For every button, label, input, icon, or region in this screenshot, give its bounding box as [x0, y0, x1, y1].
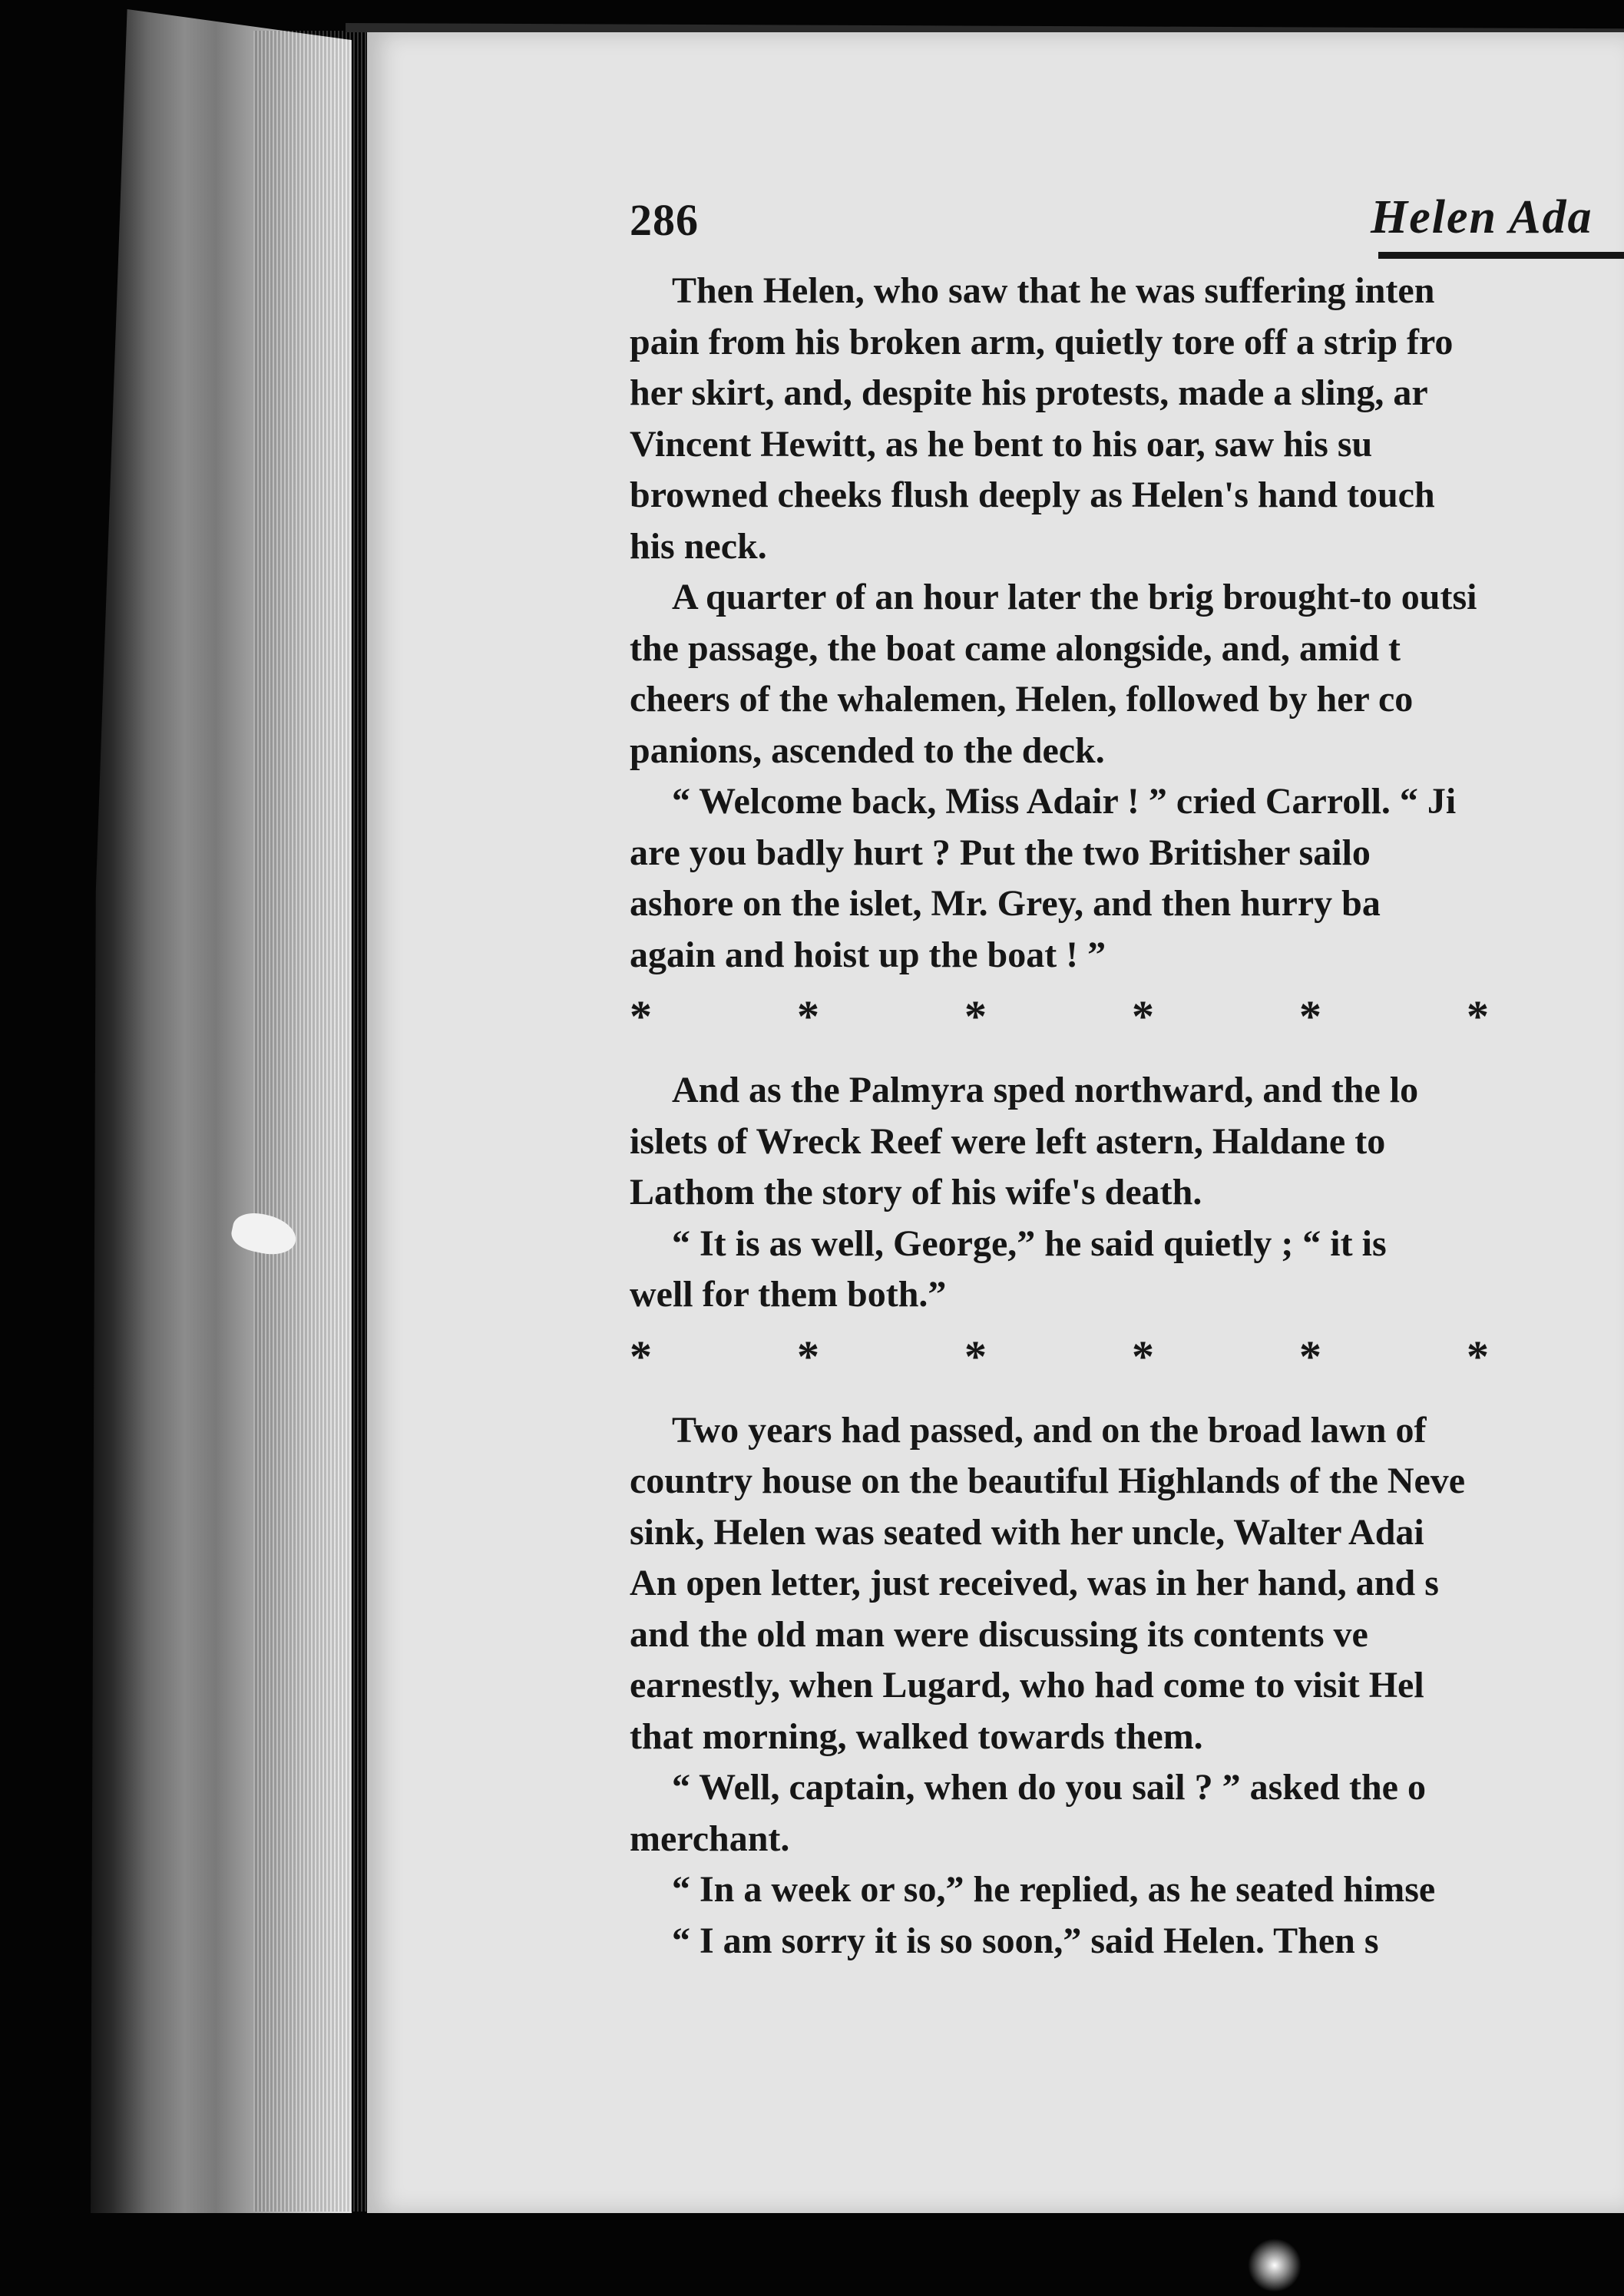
text-line: her skirt, and, despite his protests, made a sling, ar: [630, 372, 1428, 413]
text-line: Two years had passed, and on the broad lawn of: [672, 1409, 1427, 1451]
text-line: Lathom the story of his wife's death.: [630, 1172, 1202, 1213]
section-separator: [630, 981, 1624, 1065]
asterisk: *: [797, 991, 819, 1041]
text-line: “ It is as well, George,” he said quietly ; “ it is: [672, 1222, 1387, 1264]
page-number: 286: [630, 195, 699, 245]
asterisk: *: [1132, 1331, 1154, 1381]
text-line: And as the Palmyra sped northward, and the lo: [672, 1070, 1419, 1110]
text-line: his neck.: [630, 525, 767, 567]
text-line: country house on the beautiful Highlands of the Neve: [630, 1461, 1466, 1501]
asterisk: *: [964, 991, 987, 1041]
text-line: pain from his broken arm, quietly tore off a strip fro: [630, 321, 1454, 362]
text-line: merchant.: [630, 1818, 790, 1859]
page-edge-lines: [253, 31, 376, 2212]
text-line: earnestly, when Lugard, who had come to visit Hel: [630, 1665, 1424, 1705]
section-separator: [630, 1321, 1624, 1405]
text-line: well for them both.”: [630, 1274, 947, 1315]
asterisk: *: [630, 991, 652, 1041]
page-header: [630, 184, 1624, 261]
asterisk: *: [1132, 991, 1154, 1041]
page-text: [630, 184, 1624, 1967]
text-line: An open letter, just received, was in her hand, and s: [630, 1563, 1439, 1603]
asterisk: *: [1467, 1331, 1489, 1381]
text-line: islets of Wreck Reef were left astern, Haldane to: [630, 1120, 1386, 1162]
asterisk: *: [1467, 991, 1489, 1041]
text-line: Vincent Hewitt, as he bent to his oar, saw his su: [630, 423, 1373, 465]
text-line: ashore on the islet, Mr. Grey, and then hurry ba: [630, 883, 1381, 924]
text-line: “ Well, captain, when do you sail ? ” asked the o: [672, 1767, 1426, 1808]
text-line: the passage, the boat came alongside, and, amid t: [630, 627, 1401, 669]
text-line: sink, Helen was seated with her uncle, Walter Adai: [630, 1511, 1424, 1553]
text-line: again and hoist up the boat ! ”: [630, 934, 1106, 975]
text-line: Then Helen, who saw that he was suffering inten: [672, 270, 1435, 311]
text-line: “ I am sorry it is so soon,” said Helen. Then s: [672, 1920, 1379, 1961]
section-2: [630, 1065, 1624, 1321]
section-3: [630, 1405, 1624, 1967]
running-title: Helen Ada: [1371, 191, 1593, 243]
header-rule: [1378, 252, 1624, 259]
light-glare: [1248, 2238, 1302, 2292]
asterisk: *: [1299, 1331, 1321, 1381]
text-line: “ In a week or so,” he replied, as he seated himse: [672, 1869, 1436, 1910]
asterisk: *: [797, 1331, 819, 1381]
asterisk: *: [964, 1331, 987, 1381]
asterisk: *: [630, 1331, 652, 1381]
text-line: that morning, walked towards them.: [630, 1715, 1203, 1757]
text-line: and the old man were discussing its contents ve: [630, 1613, 1368, 1655]
text-line: A quarter of an hour later the brig brought-to outsi: [672, 577, 1477, 617]
text-line: “ Welcome back, Miss Adair ! ” cried Carroll. “ Ji: [672, 781, 1457, 822]
text-line: cheers of the whalemen, Helen, followed by her co: [630, 679, 1414, 720]
text-line: are you badly hurt ? Put the two Britisher sailo: [630, 832, 1371, 873]
text-line: panions, ascended to the deck.: [630, 729, 1105, 771]
asterisk: *: [1299, 991, 1321, 1041]
section-1: [630, 266, 1624, 981]
text-line: browned cheeks flush deeply as Helen's hand touch: [630, 475, 1435, 515]
